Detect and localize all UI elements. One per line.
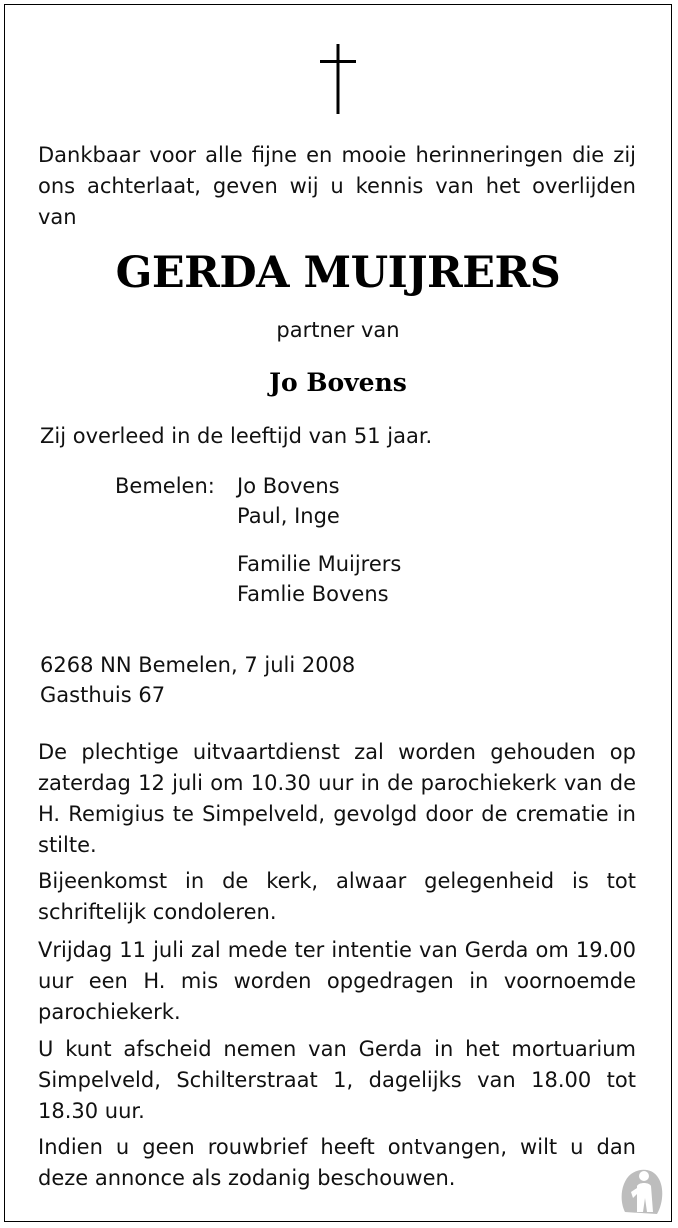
intro-text: Dankbaar voor alle fijne en mooie herinneringen die zij ons achterlaat, geven wij u kennis van het overlijden van <box>38 143 636 229</box>
address-line: 6268 NN Bemelen, 7 juli 2008 <box>40 653 356 677</box>
age-statement: Zij overleed in de leeftijd van 51 jaar. <box>40 424 433 448</box>
relation-label: partner van <box>276 318 400 342</box>
ceremony-paragraph: De plechtige uitvaartdienst zal worden gehouden op zaterdag 12 juli om 10.30 uur in de parochiekerk van de H. Remigius te Simpelveld, gevolgd door de crematie in stilte. <box>38 740 636 857</box>
mass-paragraph: Vrijdag 11 juli zal mede ter intentie van Gerda om 19.00 uur een H. mis worden opgedragen in voornoemde parochiekerk. <box>38 938 636 1024</box>
family-member: Paul, Inge <box>237 504 340 528</box>
family-member: Familie Muijrers <box>237 552 402 576</box>
family-member: Famlie Bovens <box>237 582 389 606</box>
gathering-paragraph: Bijeenkomst in de kerk, alwaar gelegenheid is tot schriftelijk condoleren. <box>38 869 636 924</box>
memorial-logo-icon <box>617 1162 667 1220</box>
farewell-paragraph: U kunt afscheid nemen van Gerda in het mortuarium Simpelveld, Schilterstraat 1, dagelijks van 18.00 tot 18.30 uur. <box>38 1037 636 1123</box>
address-line: Gasthuis 67 <box>40 683 166 707</box>
partner-name: Jo Bovens <box>269 368 407 397</box>
notice-paragraph: Indien u geen rouwbrief heeft ontvangen, wilt u dan deze annonce als zodanig beschouwen. <box>38 1135 636 1190</box>
family-place-label: Bemelen: <box>115 474 215 498</box>
family-member: Jo Bovens <box>237 474 340 498</box>
cross-icon <box>318 44 358 114</box>
deceased-name: GERDA MUIJRERS <box>115 248 561 298</box>
